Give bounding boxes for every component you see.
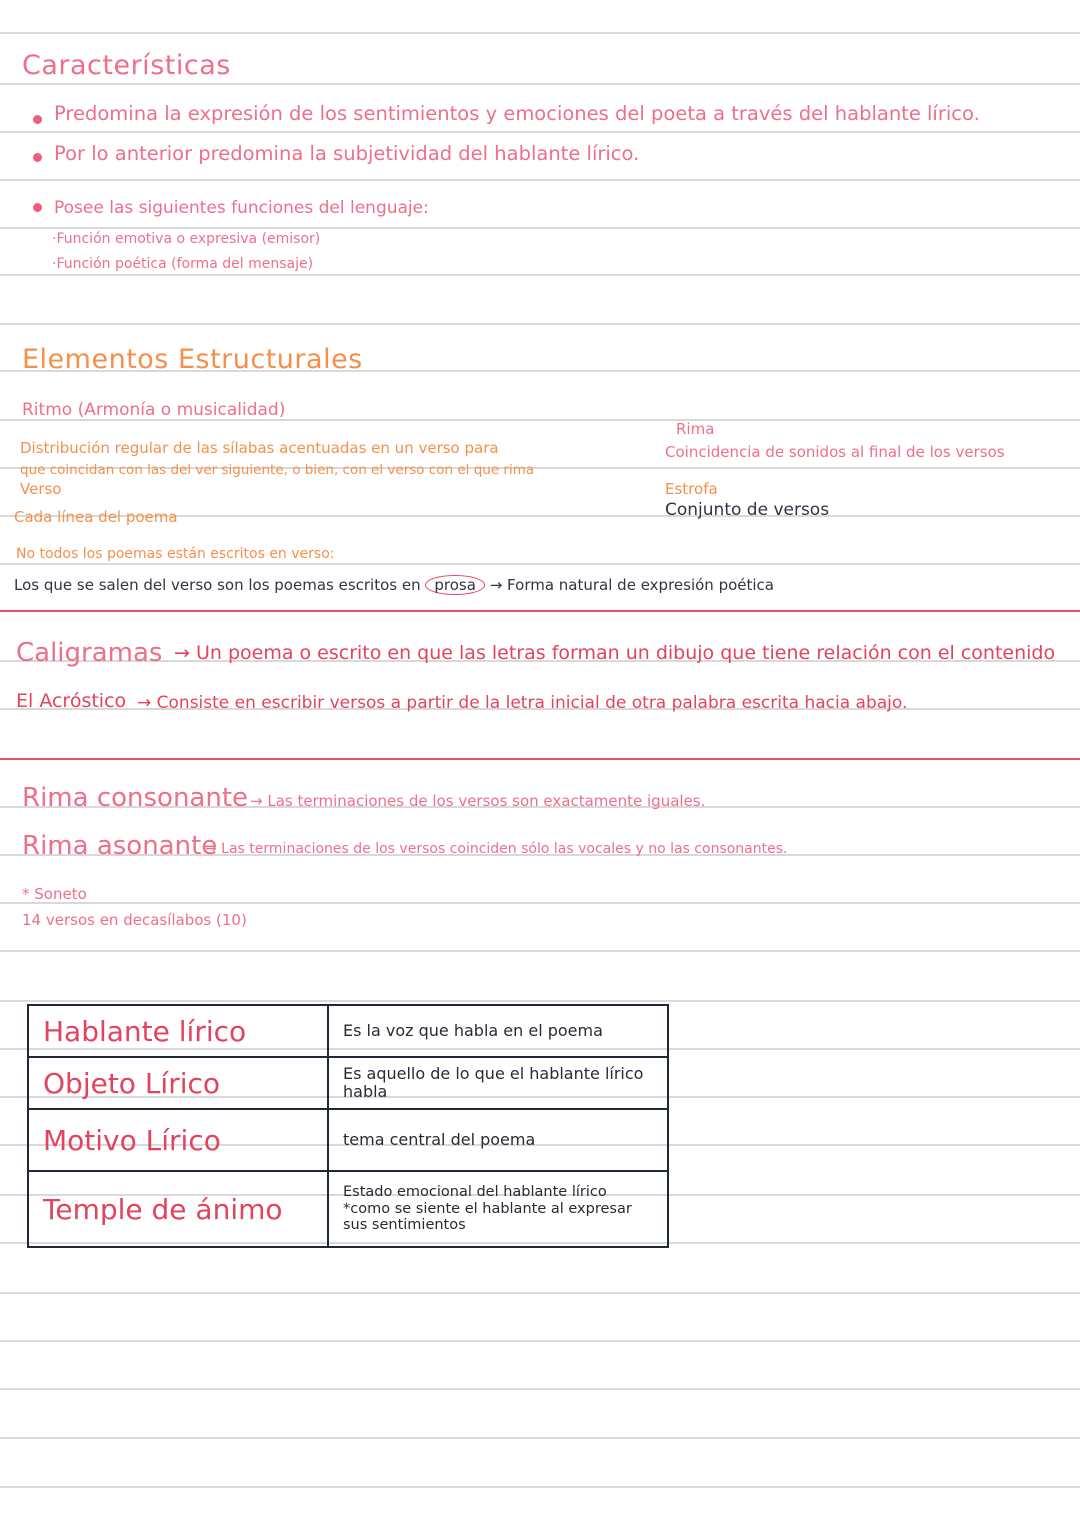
rima-definition: Coincidencia de sonidos al final de los versos (665, 443, 1005, 461)
bullet-dot (33, 115, 42, 124)
elementos-title: Elementos Estructurales (22, 344, 363, 375)
table-term: Hablante lírico (28, 1005, 328, 1057)
prosa-note-lead: Los que se salen del verso son los poemas escritos en (14, 576, 421, 594)
caligramas-definition: → Un poema o escrito en que las letras forman un dibujo que tiene relación con el contenido (174, 642, 1056, 664)
estrofa-definition: Conjunto de versos (665, 500, 830, 520)
acrostico-definition: → Consiste en escribir versos a partir de la letra inicial de otra palabra escrita hacia abajo. (137, 693, 908, 713)
table-description: Es la voz que habla en el poema (328, 1005, 668, 1057)
table-row (28, 1109, 668, 1171)
ritmo-label: Ritmo (Armonía o musicalidad) (22, 400, 286, 420)
caracteristicas-bullet-3: Posee las siguientes funciones del lenguaje: (54, 198, 429, 218)
ritmo-definition-line-2: que coincidan con las del ver siguiente, o bien, con el verso con el que rima (20, 462, 535, 478)
funcion-poetica: ·Función poética (forma del mensaje) (52, 256, 314, 272)
table-description: tema central del poema (328, 1109, 668, 1171)
prosa-note-arrow: → Forma natural de expresión poética (489, 576, 774, 594)
table-description: Estado emocional del hablante lírico *como se siente el hablante al expresar sus sentimientos (328, 1171, 668, 1247)
table-description: Es aquello de lo que el hablante lírico habla (328, 1057, 668, 1109)
verso-note: No todos los poemas están escritos en verso: (16, 546, 335, 562)
soneto-definition: 14 versos en decasílabos (10) (22, 911, 247, 929)
table-term: Motivo Lírico (28, 1109, 328, 1171)
prosa-note (14, 576, 774, 594)
funcion-emotiva: ·Función emotiva o expresiva (emisor) (52, 231, 321, 247)
table-row (28, 1005, 668, 1057)
acrostico-label: El Acróstico (16, 690, 127, 712)
caracteristicas-bullet-2: Por lo anterior predomina la subjetividad del hablante lírico. (54, 142, 640, 165)
rima-consonante-label: Rima consonante (22, 783, 249, 813)
rima-asonante-label: Rima asonante (22, 831, 218, 861)
bullet-dot (33, 203, 42, 212)
estrofa-label: Estrofa (665, 480, 718, 498)
ritmo-definition-line-1: Distribución regular de las sílabas acentuadas en un verso para (20, 439, 499, 457)
verso-definition: Cada línea del poema (14, 508, 178, 526)
soneto-label: * Soneto (22, 885, 87, 903)
table-term: Temple de ánimo (28, 1171, 328, 1247)
prosa-circled-word: prosa (425, 575, 485, 595)
rima-consonante-definition: → Las terminaciones de los versos son exactamente iguales. (250, 792, 706, 810)
table-term: Objeto Lírico (28, 1057, 328, 1109)
verso-label: Verso (20, 480, 62, 498)
table-row (28, 1057, 668, 1109)
bullet-dot (33, 153, 42, 162)
lyric-elements-table (27, 1004, 669, 1248)
rima-label: Rima (676, 420, 715, 438)
rima-asonante-definition: → Las terminaciones de los versos coinciden sólo las vocales y no las consonantes. (205, 841, 788, 857)
table-row (28, 1171, 668, 1247)
caracteristicas-bullet-1: Predomina la expresión de los sentimientos y emociones del poeta a través del hablante lírico. (54, 102, 980, 125)
caligramas-label: Caligramas (16, 638, 163, 668)
caracteristicas-title: Características (22, 50, 231, 81)
